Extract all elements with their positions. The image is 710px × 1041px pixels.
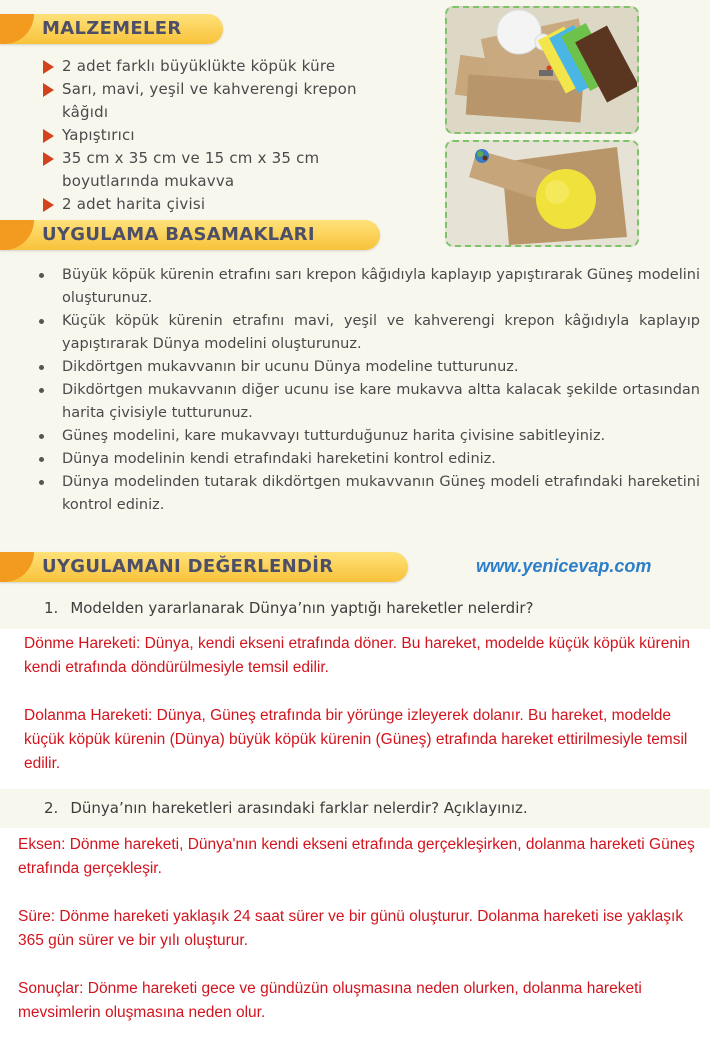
step-item: Küçük köpük kürenin etrafını mavi, yeşil ve kahverengi krepon kâğıdıyla kaplayıp yapıştırarak Dünya modelini oluşturunuz. (36, 310, 700, 356)
step-item: Dikdörtgen mukavvanın bir ucunu Dünya modeline tutturunuz. (36, 356, 700, 379)
step-item: Dünya modelinin kendi etrafındaki hareketini kontrol ediniz. (36, 448, 700, 471)
question-text: Modelden yararlanarak Dünya’nın yaptığı hareketler nelerdir? (70, 599, 534, 617)
materials-list (40, 55, 400, 216)
evaluate-title: UYGULAMANI DEĞERLENDİR (42, 556, 334, 577)
bullet-dot-icon (39, 457, 44, 462)
header-tab-decoration (0, 220, 34, 250)
question-number: 2. (44, 799, 59, 817)
bullet-triangle-icon (43, 129, 54, 143)
materials-title: MALZEMELER (42, 18, 182, 39)
bullet-triangle-icon (43, 152, 54, 166)
steps-list (36, 264, 700, 517)
material-item: 2 adet harita çivisi (40, 193, 400, 216)
bullet-dot-icon (39, 388, 44, 393)
bullet-triangle-icon (43, 83, 54, 97)
materials-photo (445, 6, 639, 134)
steps-title: UYGULAMA BASAMAKLARI (42, 224, 315, 245)
materials-illustration (447, 8, 637, 132)
header-tab-decoration (0, 14, 34, 44)
question-text: Dünya’nın hareketleri arasındaki farklar nelerdir? Açıklayınız. (70, 799, 528, 817)
material-item: Yapıştırıcı (40, 124, 400, 147)
answer-1 (0, 629, 710, 789)
step-item: Dikdörtgen mukavvanın diğer ucunu ise kare mukavva altta kalacak şekilde ortasından harita çivisiyle tutturunuz. (36, 379, 700, 425)
answer-paragraph: Süre: Dönme hareketi yaklaşık 24 saat sürer ve bir günü oluşturur. Dolanma hareketi ise yaklaşık 365 gün sürer ve bir yılı oluşturur. (18, 908, 684, 949)
question-2 (44, 799, 528, 817)
material-item: 35 cm x 35 cm ve 15 cm x 35 cm (40, 147, 400, 170)
material-item: Sarı, mavi, yeşil ve kahverengi krepon kâğıdı (40, 78, 400, 124)
model-photo (445, 140, 639, 247)
material-item: 2 adet farklı büyüklükte köpük küre (40, 55, 400, 78)
question-1 (44, 599, 534, 617)
answer-paragraph: Eksen: Dönme hareketi, Dünya'nın kendi ekseni etrafında gerçekleşirken, dolanma hareketi Güneş etrafında gerçekleşir. (18, 836, 695, 877)
materials-header (0, 14, 223, 44)
answer-paragraph: Dolanma Hareketi: Dünya, Güneş etrafında bir yörünge izleyerek dolanır. Bu hareket, modelde küçük köpük kürenin (Dünya) büyük köpük kürenin (Güneş) etrafında hareket ettirilmesiyle temsil edilir. (24, 707, 688, 772)
header-tab-decoration (0, 552, 34, 582)
step-item: Güneş modelini, kare mukavvayı tutturduğunuz harita çivisine sabitleyiniz. (36, 425, 700, 448)
bullet-triangle-icon (43, 198, 54, 212)
bullet-triangle-icon (43, 60, 54, 74)
answer-paragraph: Dönme Hareketi: Dünya, kendi ekseni etrafında döner. Bu hareket, modelde küçük köpük kürenin kendi etrafında döndürülmesiyle temsil edilir. (24, 635, 691, 676)
watermark: www.yenicevap.com (476, 556, 652, 576)
answer-2 (0, 828, 710, 1041)
question-number: 1. (44, 599, 59, 617)
bullet-dot-icon (39, 480, 44, 485)
step-item: Dünya modelinden tutarak dikdörtgen mukavvanın Güneş modeli etrafındaki hareketini kontrol ediniz. (36, 471, 700, 517)
evaluate-header (0, 552, 408, 582)
bullet-dot-icon (39, 434, 44, 439)
model-illustration (447, 142, 637, 245)
steps-header (0, 220, 380, 250)
answer-paragraph: Sonuçlar: Dönme hareketi gece ve gündüzün oluşmasına neden olurken, dolanma hareketi mevsimlerin oluşmasına neden olur. (18, 980, 642, 1021)
material-item-continued: boyutlarında mukavva (62, 172, 235, 190)
bullet-dot-icon (39, 273, 44, 278)
bullet-dot-icon (39, 365, 44, 370)
bullet-dot-icon (39, 319, 44, 324)
step-item: Büyük köpük kürenin etrafını sarı krepon kâğıdıyla kaplayıp yapıştırarak Güneş modelini oluşturunuz. (36, 264, 700, 310)
